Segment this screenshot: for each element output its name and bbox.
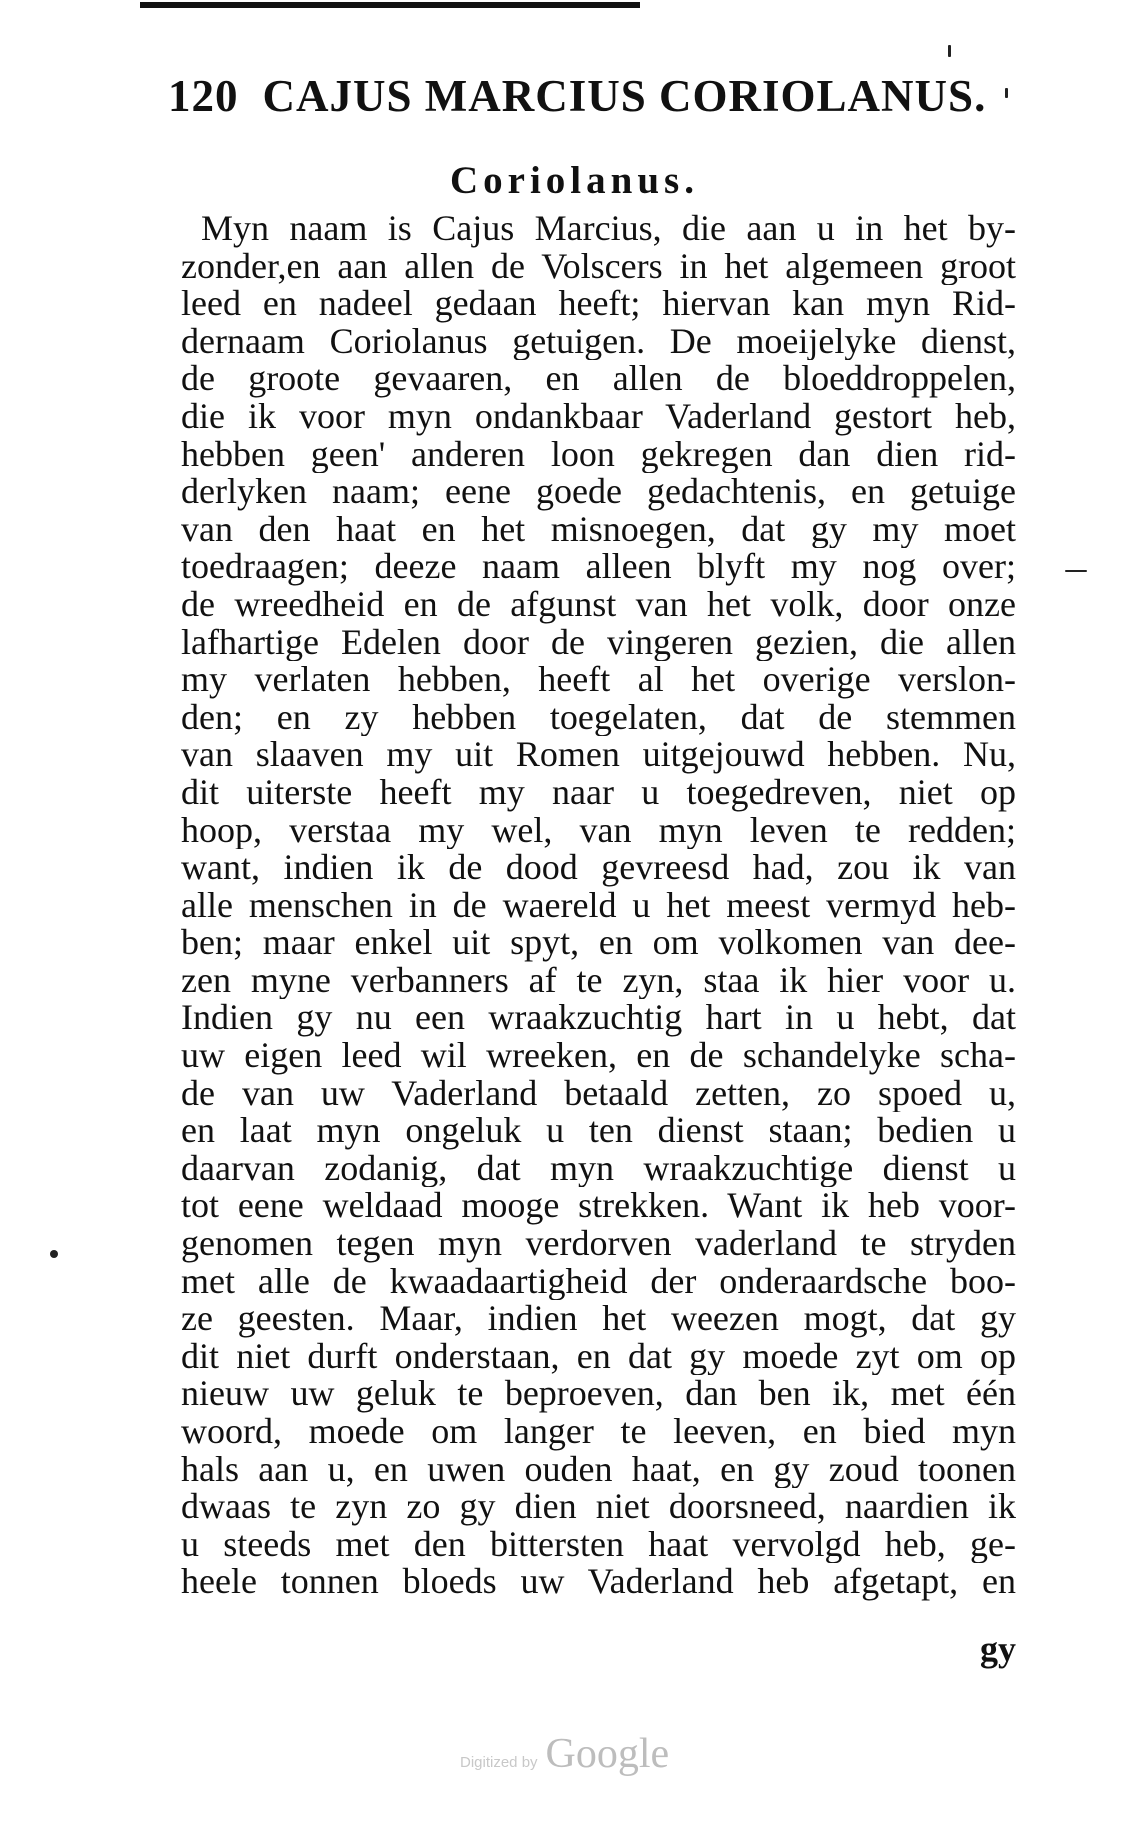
text-line: den; en zy hebben toegelaten, dat de stemmen bbox=[181, 698, 1016, 737]
text-line: dit uiterste heeft my naar u toegedreven, niet op bbox=[181, 773, 1016, 812]
text-line: zonder,en aan allen de Volscers in het algemeen groot bbox=[181, 247, 1016, 286]
top-rule bbox=[140, 2, 640, 8]
text-line: derlyken naam; eene goede gedachtenis, en getuige bbox=[181, 473, 1016, 511]
text-line: de van uw Vaderland betaald zetten, zo spoed u, bbox=[181, 1074, 1016, 1113]
text-line: met alle de kwaadaartigheid der onderaardsche boo- bbox=[181, 1262, 1016, 1301]
text-line: woord, moede om langer te leeven, en bied myn bbox=[181, 1413, 1016, 1451]
running-head bbox=[168, 70, 1068, 130]
ink-speck bbox=[1065, 570, 1087, 572]
running-title: CAJUS MARCIUS CORIOLANUS. bbox=[262, 71, 987, 121]
text-line: de wreedheid en de afgunst van het volk, door onze bbox=[181, 585, 1016, 624]
google-logo: Google bbox=[545, 1731, 670, 1777]
text-line: die ik voor myn ondankbaar Vaderland gestort heb, bbox=[181, 397, 1016, 436]
ink-speck bbox=[1005, 88, 1008, 98]
body-text bbox=[181, 210, 1016, 1601]
page-number: 120 bbox=[168, 71, 239, 121]
text-line: alle menschen in de waereld u het meest vermyd heb- bbox=[181, 886, 1016, 925]
text-line: dit niet durft onderstaan, en dat gy moede zyt om op bbox=[181, 1337, 1016, 1376]
text-line: u steeds met den bittersten haat vervolgd heb, ge- bbox=[181, 1525, 1016, 1564]
text-line: tot eene weldaad mooge strekken. Want ik heb voor- bbox=[181, 1187, 1016, 1226]
text-line: hoop, verstaa my wel, van myn leven te redden; bbox=[181, 811, 1016, 850]
text-line: hebben geen' anderen loon gekregen dan dien rid- bbox=[181, 435, 1016, 474]
catchword: gy bbox=[980, 1629, 1016, 1669]
text-line: lafhartige Edelen door de vingeren gezien, die allen bbox=[181, 623, 1016, 662]
watermark-prefix: Digitized by bbox=[460, 1754, 538, 1771]
ink-speck bbox=[948, 45, 951, 57]
text-line: toedraagen; deeze naam alleen blyft my nog over; bbox=[181, 548, 1016, 586]
text-line: uw eigen leed wil wreeken, en de schandelyke scha- bbox=[181, 1037, 1016, 1075]
text-line: ben; maar enkel uit spyt, en om volkomen van dee- bbox=[181, 924, 1016, 962]
text-line: de groote gevaaren, en allen de bloeddroppelen, bbox=[181, 360, 1016, 398]
text-line: want, indien ik de dood gevreesd had, zou ik van bbox=[181, 849, 1016, 887]
speaker-heading: Coriolanus. bbox=[450, 159, 699, 202]
text-line: van slaaven my uit Romen uitgejouwd hebben. Nu, bbox=[181, 736, 1016, 774]
digitized-by-google-watermark bbox=[460, 1730, 720, 1790]
text-line: en laat myn ongeluk u ten dienst staan; bedien u bbox=[181, 1112, 1016, 1150]
text-line: dwaas te zyn zo gy dien niet doorsneed, naardien ik bbox=[181, 1488, 1016, 1526]
text-line: heele tonnen bloeds uw Vaderland heb afgetapt, en bbox=[181, 1563, 1016, 1601]
text-line: van den haat en het misnoegen, dat gy my moet bbox=[181, 510, 1016, 549]
text-line: genomen tegen myn verdorven vaderland te stryden bbox=[181, 1225, 1016, 1263]
text-line: Indien gy nu een wraakzuchtig hart in u hebt, dat bbox=[181, 999, 1016, 1038]
text-line: zen myne verbanners af te zyn, staa ik hier voor u. bbox=[181, 961, 1016, 1000]
text-line: leed en nadeel gedaan heeft; hiervan kan myn Rid- bbox=[181, 285, 1016, 323]
text-line: ze geesten. Maar, indien het weezen mogt, dat gy bbox=[181, 1300, 1016, 1338]
ink-speck bbox=[50, 1250, 58, 1258]
text-line: Myn naam is Cajus Marcius, die aan u in het by- bbox=[201, 210, 1016, 248]
text-line: dernaam Coriolanus getuigen. De moeijelyke dienst, bbox=[181, 322, 1016, 361]
text-line: nieuw uw geluk te beproeven, dan ben ik, met één bbox=[181, 1375, 1016, 1413]
text-line: hals aan u, en uwen ouden haat, en gy zoud toonen bbox=[181, 1450, 1016, 1489]
text-line: my verlaten hebben, heeft al het overige verslon- bbox=[181, 661, 1016, 699]
text-line: daarvan zodanig, dat myn wraakzuchtige dienst u bbox=[181, 1149, 1016, 1188]
